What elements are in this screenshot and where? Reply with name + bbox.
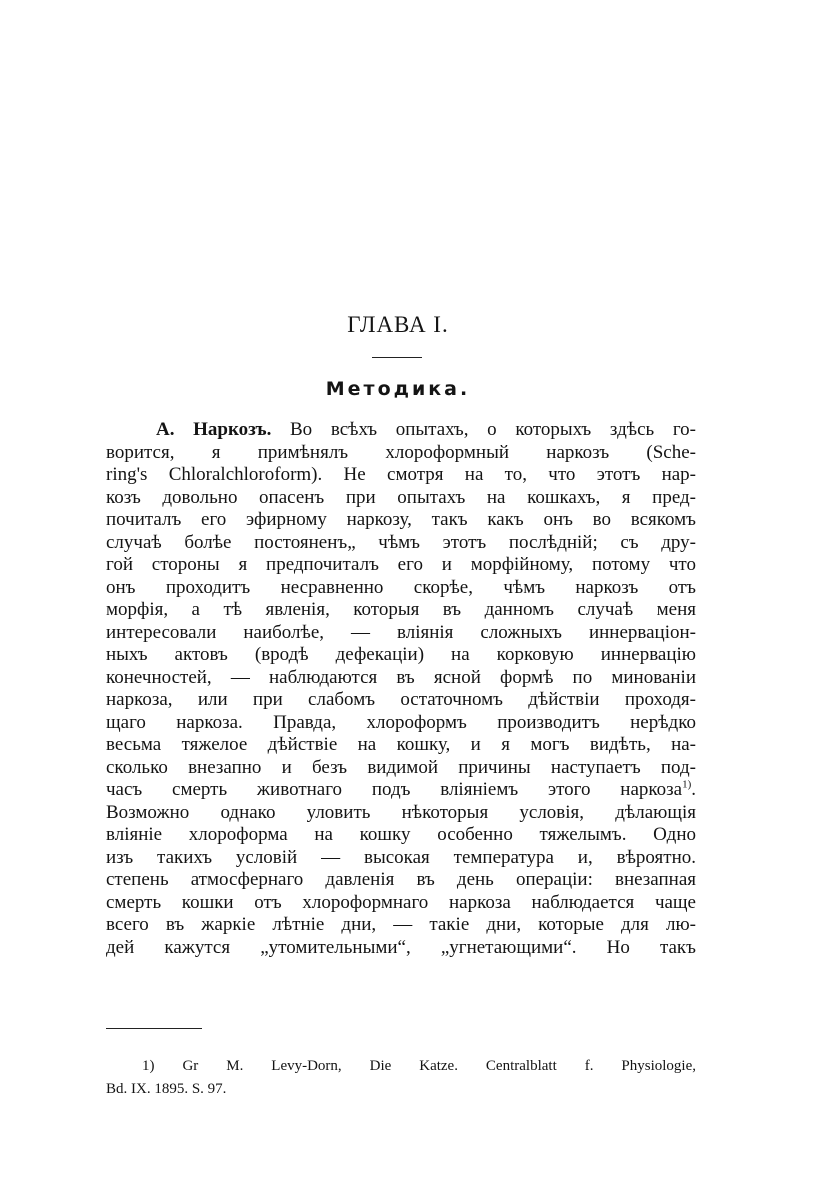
footnote-line: Bd. IX. 1895. S. 97. [106, 1081, 227, 1097]
text-line: онъ проходитъ несравненно скорѣе, чѣмъ наркозъ отъ [106, 576, 696, 598]
text-line: почиталъ его эфирному наркозу, такъ какъ онъ во всякомъ [106, 509, 696, 530]
text-line: щаго наркоза. Правда, хлороформъ производитъ нерѣдко [106, 711, 696, 733]
text-line: случаѣ болѣе постояненъ„ чѣмъ этотъ послѣднiй; съ дру- [106, 531, 696, 553]
line-text: Во всѣхъ опытахъ, о которыхъ здѣсь го- [271, 419, 696, 440]
text-line: степень атмосфернаго давленiя въ день операцiи: внезапная [106, 869, 696, 890]
text-line: всего въ жаркiе лѣтнiе дни, — такiе дни, которые для лю- [106, 914, 696, 935]
line-text: часъ смерть животнаго подъ влiянiемъ этого наркоза [106, 779, 683, 800]
body-paragraph [106, 419, 696, 959]
text-line: морфiя, а тѣ явленiя, которыя въ данномъ случаѣ меня [106, 599, 696, 620]
footnote-divider [106, 1028, 202, 1029]
line-end: . [691, 779, 696, 800]
text-line: влiянiе хлороформа на кошку особенно тяжелымъ. Одно [106, 824, 696, 845]
footnote [106, 1055, 696, 1101]
text-line: сколько внезапно и безъ видимой причины наступаетъ под- [106, 756, 696, 778]
section-title: Методика. [325, 378, 471, 400]
footnote-line: 1) Gr M. Levy-Dorn, Die Katze. Centralblatt f. Physiologie, [142, 1058, 696, 1074]
text-line: ring's Chloralchloroform). Не смотря на то, что этотъ нар- [106, 464, 696, 485]
text-line: козъ довольно опасенъ при опытахъ на кошкахъ, я пред- [106, 486, 696, 508]
footnote-reference: 1) [682, 779, 692, 791]
text-line: изъ такихъ условiй — высокая температура и, вѣроятно. [106, 846, 696, 868]
run-in-heading: А. Наркозъ. [156, 419, 272, 440]
text-line: конечностей, — наблюдаются въ ясной формѣ по минованiи [106, 666, 696, 688]
text-line: ворится, я примѣнялъ хлороформный наркозъ (Sche- [106, 441, 696, 463]
text-line: интересовали наиболѣе, — влiянiя сложныхъ иннервацiон- [106, 621, 696, 643]
text-line: наркоза, или при слабомъ остаточномъ дѣйствiи проходя- [106, 689, 696, 710]
text-line: дей кажутся „утомительными“, „угнетающими“. Но такъ [106, 936, 696, 958]
text-line [106, 779, 696, 802]
title-divider [372, 357, 422, 358]
text-line [106, 419, 696, 442]
text-line: гой стороны я предпочиталъ его и морфiйному, потому что [106, 554, 696, 575]
text-line: Возможно однако уловить нѣкоторыя условiя, дѣлающiя [106, 801, 696, 823]
text-line: ныхъ актовъ (вродѣ дефекацiи) на корковую иннервацiю [106, 644, 696, 665]
text-line: весьма тяжелое дѣйствiе на кошку, и я могъ видѣть, на- [106, 734, 696, 755]
chapter-title: ГЛАВА I. [347, 312, 449, 337]
text-line: смерть кошки отъ хлороформнаго наркоза наблюдается чаще [106, 891, 696, 913]
